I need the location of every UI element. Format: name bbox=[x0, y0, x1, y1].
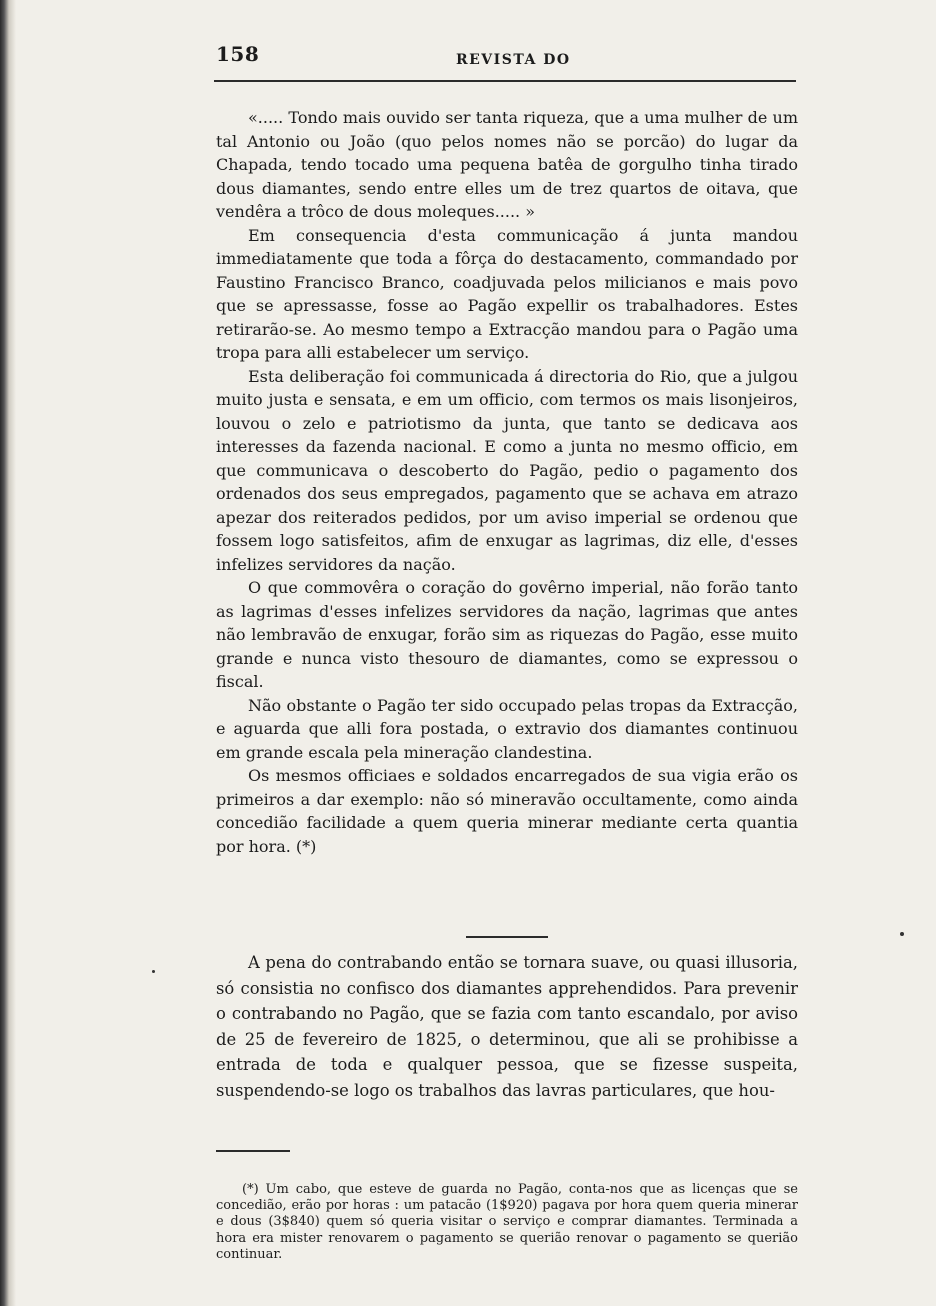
page-number: 158 bbox=[216, 42, 260, 66]
running-head: REVISTA DO bbox=[456, 52, 571, 68]
main-text bbox=[216, 106, 798, 858]
paragraph: Em consequencia d'esta communicação á junta mandou immediatamente que toda a fôrça do destacamento, commandado por Faustino Francisco Branco, coadjuvada pelos milicianos e mais povo que se apressasse, fosse ao Pagão expellir os trabalhadores. Estes retirarão-se. Ao mesmo tempo a Extracção mandou para o Pagão uma tropa para alli estabelecer um serviço. bbox=[216, 225, 798, 362]
footnote bbox=[216, 1182, 798, 1263]
paragraph-quotation: «..... Tondo mais ouvido ser tanta riqueza, que a uma mulher de um tal Antonio ou João (quo pelos nomes não se porcão) do lugar da Chapada, tendo tocado uma pequena batêa de gorgulho tinha tirado dous diamantes, sendo entre elles um de trez quartos de oitava, que vendêra a trôco de dous moleques..... » bbox=[216, 108, 798, 221]
ink-speck bbox=[152, 970, 155, 973]
section-divider bbox=[466, 936, 548, 938]
paragraph: Esta deliberação foi communicada á directoria do Rio, que a julgou muito justa e sensata, e em um officio, com termos os mais lisonjeiros, louvou o zelo e patriotismo da junta, que tanto se dedicava aos interesses da fazenda nacional. E como a junta no mesmo officio, em que communicava o descoberto do Pagão, pedio o pagamento dos ordenados dos seus empregados, pagamento que se achava em atrazo apezar dos reiterados pedidos, por um aviso imperial se ordenou que fossem logo satisfeitos, afim de enxugar as lagrimas, diz elle, d'esses infelizes servidores da nação. bbox=[216, 366, 798, 574]
header-rule bbox=[214, 80, 796, 82]
ink-speck bbox=[900, 932, 904, 936]
page-binding-edge bbox=[0, 0, 16, 1306]
footnote-rule bbox=[216, 1150, 290, 1152]
paragraph: Os mesmos officiaes e soldados encarregados de sua vigia erão os primeiros a dar exemplo: não só mineravão occultamente, como ainda concedião facilidade a quem queria minerar mediante certa quantia por hora. (*) bbox=[216, 766, 798, 856]
section-text bbox=[216, 950, 798, 1103]
footnote-text: (*) Um cabo, que esteve de guarda no Pagão, conta-nos que as licenças que se concedião, erão por horas : um patacão (1$920) pagava por hora quem queria minerar e dous (3$840) quem só queria visitar o serviço e comprar diamantes. Terminada a hora era mister renovarem o pagamento se querião renovar o pagamento se querião continuar. bbox=[216, 1182, 798, 1262]
paragraph: O que commovêra o coração do govêrno imperial, não forão tanto as lagrimas d'esses infelizes servidores da nação, lagrimas que antes não lembravão de enxugar, forão sim as riquezas do Pagão, esse muito grande e nunca visto thesouro de diamantes, como se expressou o fiscal. bbox=[216, 578, 798, 691]
paragraph: Não obstante o Pagão ter sido occupado pelas tropas da Extracção, e aguarda que alli fora postada, o extravio dos diamantes continuou em grande escala pela mineração clandestina. bbox=[216, 695, 798, 762]
paragraph: A pena do contrabando então se tornara suave, ou quasi illusoria, só consistia no confisco dos diamantes apprehendidos. Para prevenir o contrabando no Pagão, que se fazia com tanto escandalo, por aviso de 25 de fevereiro de 1825, o determinou, que ali se prohibisse a entrada de toda e qualquer pessoa, que se fizesse suspeita, suspendendo-se logo os trabalhos das lavras particulares, que hou- bbox=[216, 953, 798, 1100]
